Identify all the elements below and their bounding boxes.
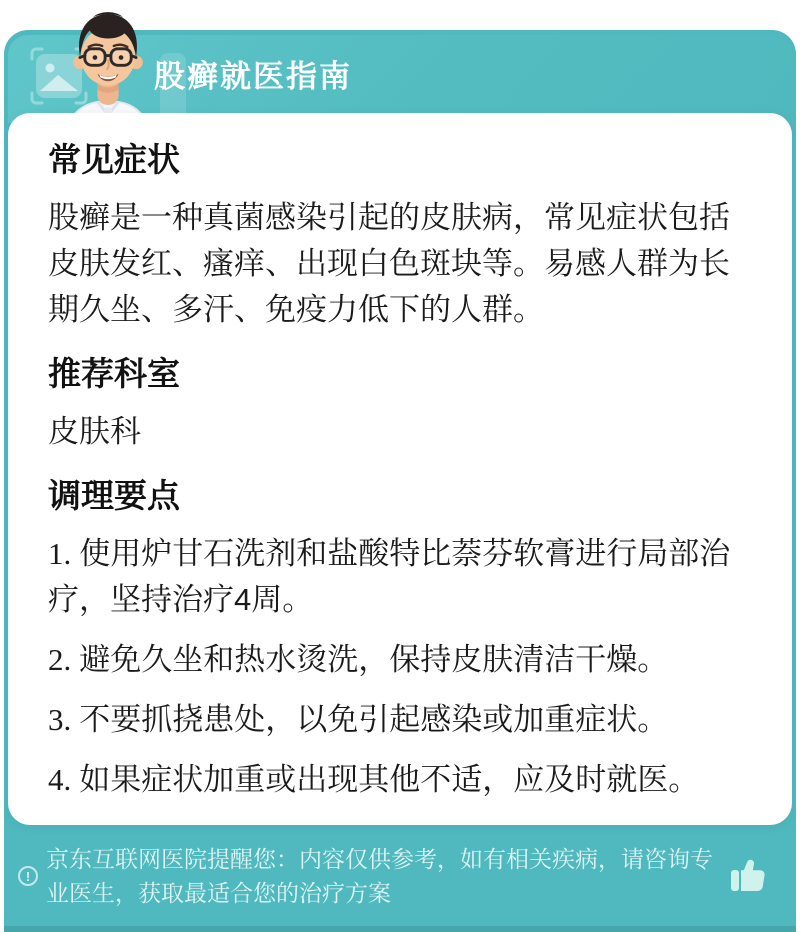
care-item-1-number: 1.: [48, 536, 72, 571]
care-item-2-number: 2.: [48, 642, 72, 677]
care-item-2: [48, 637, 752, 683]
department-text: 皮肤科: [48, 414, 141, 449]
care-item-2-text: 避免久坐和热水烫洗，保持皮肤清洁干燥。: [79, 642, 669, 677]
thumbs-up-icon[interactable]: [726, 854, 770, 898]
section-heading-care: 调理要点: [48, 477, 180, 514]
care-item-1: [48, 531, 752, 623]
care-item-3: [48, 697, 752, 743]
page-title: 股癣就医指南: [154, 59, 352, 94]
care-item-4-text: 如果症状加重或出现其他不适，应及时就医。: [79, 762, 700, 797]
disclaimer-footer: [16, 834, 784, 918]
guide-card-panel: [4, 30, 796, 932]
section-heading-department: 推荐科室: [48, 355, 180, 392]
care-item-3-number: 3.: [48, 702, 72, 737]
care-item-4: [48, 757, 752, 803]
info-icon: !: [18, 866, 38, 886]
care-item-1-text: 使用炉甘石洗剂和盐酸特比萘芬软膏进行局部治疗，坚持治疗4周。: [48, 536, 731, 617]
guide-content-card: [8, 113, 792, 825]
section-heading-symptoms: 常见症状: [48, 141, 180, 178]
disclaimer-text: 京东互联网医院提醒您：内容仅供参考，如有相关疾病，请咨询专业医生，获取最适合您的治疗方案: [46, 846, 713, 906]
symptoms-text: 股癣是一种真菌感染引起的皮肤病，常见症状包括皮肤发红、瘙痒、出现白色斑块等。易感人群为长期久坐、多汗、免疫力低下的人群。: [48, 200, 730, 327]
care-item-3-text: 不要抓挠患处，以免引起感染或加重症状。: [79, 702, 669, 737]
care-item-4-number: 4.: [48, 762, 72, 797]
panel-bottom-edge: [4, 926, 796, 932]
